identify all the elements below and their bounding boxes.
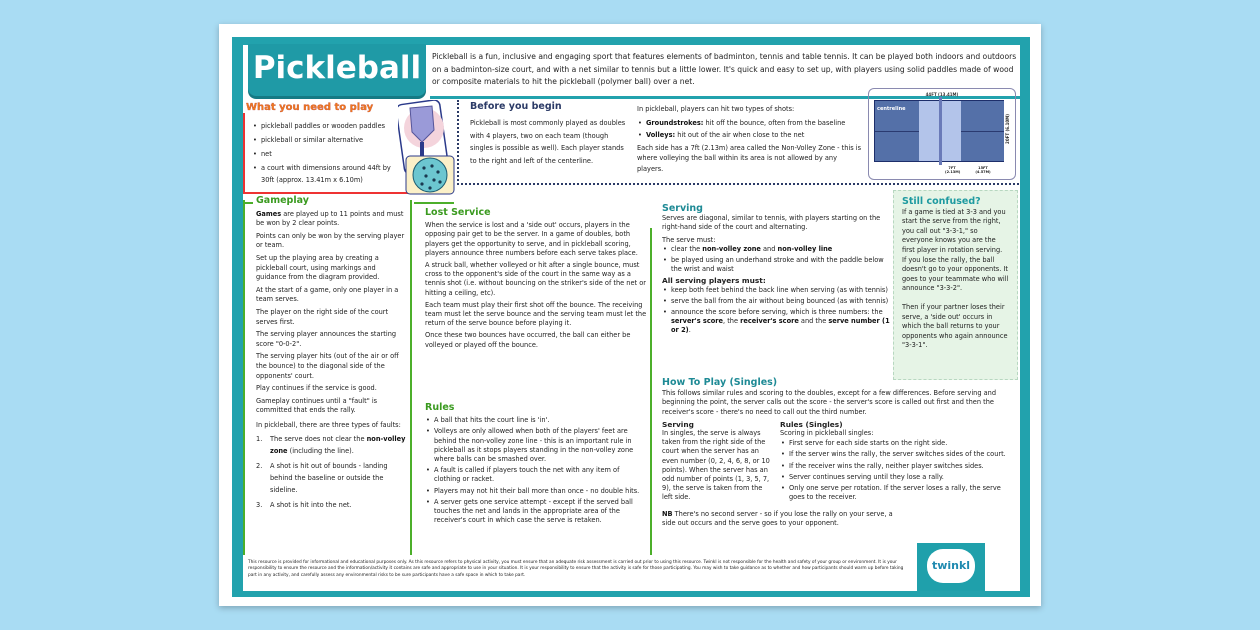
lost-heading: Lost Service — [425, 207, 491, 218]
list-item: • A fault is called if players touch the net with any item of clothing or racket. — [425, 466, 647, 484]
gameplay-heading: Gameplay — [256, 195, 309, 206]
list-item: 3. A shot is hit into the net. — [256, 501, 352, 510]
need-list — [252, 120, 404, 188]
divider — [457, 100, 459, 185]
list-item: • serve the ball from the air without being bounced (as with tennis) — [662, 297, 890, 306]
list-item: • keep both feet behind the back line when serving (as with tennis) — [662, 286, 890, 295]
gameplay-section: Gameplay Games are played up to 11 points and must be won by 2 clear points. Points can only be won by the serving player or team. Set up the playing area by creating a pickleball court, using markings and guidance from the diagram provided. At the start of a game, only one player in a team serves. The player on the right side of the court serves first. The serving player announces the starting score "0-0-2". The serving player hits (out of the air or off the bounce) to the diagonal side of the opponents' court. Play continues if the service is good. Gameplay continues until a "fault" is committed that ends the rally. In pickleball, there are three types of faults: 1. The serve does not clear the non-volley zone (including the line). 2. A shot is hit out of bounds - landing behind the baseline or outside the sideline. 3. A shot is hit into the net. — [256, 195, 406, 510]
confused-heading: Still confused? — [902, 196, 981, 207]
nvz-length: 7FT (2.13M) — [945, 166, 961, 174]
list-item: 2. A shot is hit out of bounds - landing behind the baseline or outside the sideline. — [256, 462, 388, 495]
list-item: • pickleball paddles or wooden paddles — [252, 120, 404, 132]
list-item: • If the server wins the rally, the server switches sides of the court. — [780, 450, 1007, 459]
list-item: • announce the score before serving, which is three numbers: the server's score, the receiver's score and the serve number (1 or 2). — [662, 308, 890, 336]
divider — [243, 200, 245, 555]
lost-service-section: Lost Service When the service is lost and a 'side out' occurs, players in the opposing pair get to be the server. In a game of doubles, both players get the opportunity to serve, and in pickleball scoring, players announce three numbers before each serve takes place. A struck ball, whether volleyed or hit after a single bounce, must cross to the opponent's side of the court in the same way as a tennis shot (i.e. without bouncing on the striker's side of the net or hitting a ceiling, etc). Each team must play their first shot off the bounce. The receiving team must let the serve bounce and the serving team must let the return of the serve bounce before playing it. Once these two bounces have occurred, the ball can either be volleyed or played off the bounce. — [425, 207, 647, 349]
divider — [457, 183, 1019, 185]
list-item: • Volleys are only allowed when both of the players' feet are behind the non-volley zone line - this is an important rule in pickleball as it stops players standing in the non-volley zone where balls can be smashed over. — [425, 427, 647, 464]
before-text: Pickleball is most commonly played as doubles with 4 players, two on each team (though singles is possible as well). Each player stands to the right and left of the centerline. — [470, 119, 626, 165]
list-item: • Only one serve per rotation. If the server loses a rally, the serve goes to the receiver. — [780, 484, 1007, 502]
divider — [650, 228, 652, 555]
list-item: • Players may not hit their ball more than once - no double hits. — [425, 487, 647, 496]
list-item: • clear the non-volley zone and non-volley line — [662, 245, 890, 254]
list-item: 1. The serve does not clear the non-volley zone (including the line). — [256, 435, 406, 456]
shots-section — [637, 104, 865, 178]
back-length: 15FT (4.57M) — [975, 166, 991, 174]
serving-heading: Serving — [662, 203, 703, 214]
list-item: • Groundstrokes: hit off the bounce, often from the baseline — [637, 118, 865, 129]
list-item: • If the receiver wins the rally, neither player switches sides. — [780, 462, 1007, 471]
list-item: • net — [252, 148, 404, 160]
serving-section: Serving Serves are diagonal, similar to tennis, with players starting on the right-hand side of the court and alternating. The serve must: • clear the non-volley zone and non-volley line • be played using an underhand stroke and with the paddle below the wrist and waist All serving players must: • keep both feet behind the back line when serving (as with tennis) • serve the ball from the air without being bounced (as with tennis) • announce the score before serving, which is three numbers: the server's score, the receiver's score and the serve number (1 or 2). — [662, 204, 890, 338]
divider — [410, 200, 412, 555]
list-item: • Volleys: hit out of the air when close to the net — [637, 130, 865, 141]
paddle-ball-illustration — [398, 100, 458, 197]
list-item: • First serve for each side starts on the right side. — [780, 439, 1007, 448]
singles-heading: How To Play (Singles) — [662, 377, 778, 388]
shots-intro: In pickleball, players can hit two types of shots: — [637, 105, 795, 113]
list-item: • pickleball or similar alternative — [252, 134, 404, 146]
need-heading: What you need to play — [246, 102, 374, 113]
twinkl-logo — [917, 543, 985, 591]
court-diagram — [868, 88, 1016, 180]
court-length: 44FT (13.41M) — [925, 92, 959, 97]
court-width: 20FT (6.10M) — [1005, 114, 1010, 144]
disclaimer: This resource is provided for informational and educational purposes only. As this resource refers to physical activity, you must ensure that an adequate risk assessment is carried out prior to using this resource. Twinkl is not responsible for the health and safety of your group or environment. It is your responsibility to ensure the resource and the information/activity it contains are safe and appropriate to use in your situation. It is your responsibility to ensure that the activity is safe for those participating. You may wish to take guidance as to whether and how participants should warm up before taking part in any activity, and carefully assess any environmental risks to be sure participants have a safe space in which to take part. — [248, 560, 904, 578]
list-item: • A ball that hits the court line is 'in'. — [425, 416, 647, 425]
list-item: • A server gets one service attempt - except if the served ball touches the net and lands in the appropriate area of the receiver's court in which case the serve is retaken. — [425, 498, 647, 526]
list-item: • a court with dimensions around 44ft by 30ft (approx. 13.41m x 6.10m) — [252, 162, 404, 186]
logo-text: twinkl — [931, 559, 971, 572]
divider — [243, 113, 245, 193]
centreline-label: centreline — [877, 106, 906, 112]
zone-text: Each side has a 7ft (2.13m) area called the Non-Volley Zone - this is where volleying the ball within its area is not allowed by any players. — [637, 143, 862, 173]
net — [939, 97, 942, 165]
before-heading: Before you begin — [470, 101, 562, 112]
rules-section — [425, 403, 647, 527]
list-item: • Server continues serving until they lose a rally. — [780, 473, 1007, 482]
rules-heading: Rules — [425, 402, 455, 413]
page-title: Pickleball — [248, 44, 426, 96]
intro-text: Pickleball is a fun, inclusive and engaging sport that features elements of badminton, tennis and table tennis. It can be played both indoors and outdoors on a badminton-size court, and with a net similar to tennis but a little lower. It's quick and easy to set up, with players using solid paddles made of wood or composite materials to hit the pickleball (polymer ball) over a net. — [432, 52, 1017, 87]
list-item: • be played using an underhand stroke and with the paddle below the wrist and waist — [662, 256, 890, 274]
still-confused-box: Still confused? If a game is tied at 3-3 and you start the serve from the right, you call out "3-3-1," so everyone knows you are the first player in rotation serving. If you lose the rally, the ball doesn't go to your opponents. It goes to your teammate who will announce "3-3-2". Then if your partner loses their serve, a 'side out' occurs in which the ball returns to your opponents who again announce "3-3-1". — [893, 190, 1018, 380]
before-section — [470, 101, 628, 167]
singles-section: How To Play (Singles) This follows similar rules and scoring to the doubles, except for a few differences. Before serving and beginning the point, the server calls out the score - the server's score is called out first and then the receiver's score - there's no need to call out the third number. Serving In singles, the serve is always taken from the right side of the court when the server has an even number (0, 2, 4, 6, 8, or 10 points). When the server has an odd number of points (1, 3, 5, 7, 9), the serve is taken from the left side. Rules (Singles) Scoring in pickleball singles: • First serve for each side starts on the right side. • If the server wins the rally, the server switches sides of the court. • If the receiver wins the rally, neither player switches sides. • Server continues serving until they lose a rally. • Only one serve per rotation. If the server loses a rally, the serve goes to the receiver. NB There's no second server - so if you lose the rally on your serve, a side out occurs and the serve goes to your opponent. — [662, 378, 1007, 531]
